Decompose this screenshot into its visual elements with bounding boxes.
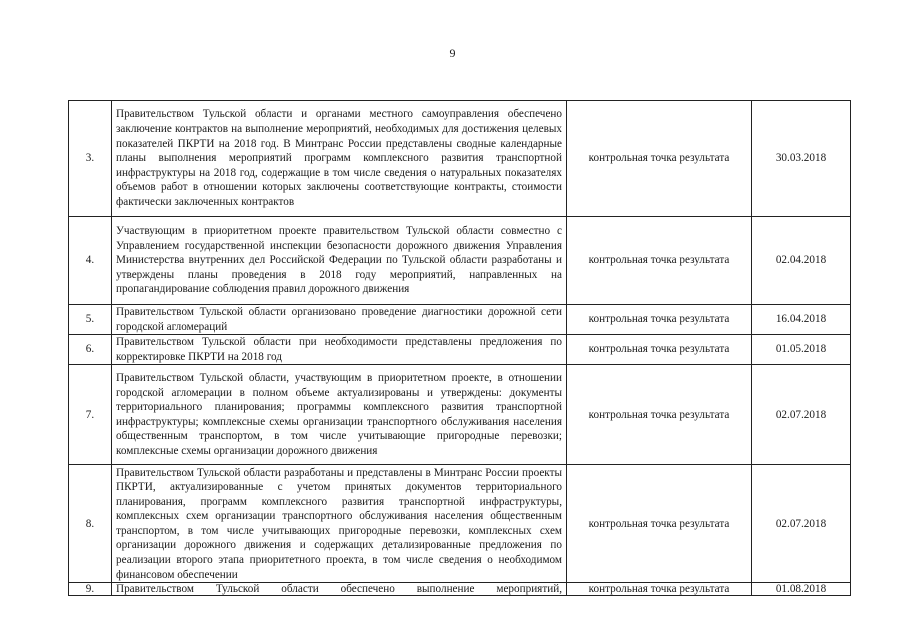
row-description: Правительством Тульской области и органами местного самоуправления обеспечено заключение контрактов на выполнение мероприятий, необходимых для достижения целевых показателей ПКРТИ на 2018 год. В Минтранс России представлены сводные календарные планы выполнения мероприятий программ комплексного развития транспортной инфраструктуры на 2018 год, содержащие в том числе сведения о натуральных показателях объемов работ в отношении которых заключены соответствующие контракты, стоимости фактически заключенных контрактов [112, 101, 567, 217]
row-type: контрольная точка результата [567, 217, 752, 305]
row-description: Правительством Тульской области разработаны и представлены в Минтранс России проекты ПКРТИ, актуализированные с учетом принятых документов территориального планирования, программ комплексного развития транспортной инфраструктуры, комплексных схем организации транспортного обслуживания населения общественным транспортом, в том числе учитывающих пригородные перевозки, комплексных схем организации дорожного движения и содержащих детализированные предложения по реализации второго этапа приоритетного проекта, в том числе сведения о необходимом финансовом обеспечении [112, 465, 567, 583]
row-description: Правительством Тульской области обеспечено выполнение мероприятий, [112, 583, 567, 596]
table-row [69, 217, 851, 305]
milestones-table [68, 100, 851, 596]
row-type: контрольная точка результата [567, 305, 752, 335]
row-number: 7. [69, 365, 112, 465]
page-number: 9 [449, 46, 456, 60]
row-date: 02.07.2018 [752, 465, 851, 583]
row-number: 5. [69, 305, 112, 335]
row-description: Участвующим в приоритетном проекте правительством Тульской области совместно с Управлением государственной инспекции безопасности дорожного движения Управления Министерства внутренних дел Российской Федерации по Тульской области разработаны и утверждены планы проведения в 2018 году мероприятий, направленных на пропагандирование соблюдения правил дорожного движения [112, 217, 567, 305]
row-date: 01.05.2018 [752, 335, 851, 365]
table-row [69, 365, 851, 465]
row-type: контрольная точка результата [567, 465, 752, 583]
table-row [69, 335, 851, 365]
table-row [69, 583, 851, 596]
table-row [69, 465, 851, 583]
row-number: 8. [69, 465, 112, 583]
row-type: контрольная точка результата [567, 335, 752, 365]
row-type: контрольная точка результата [567, 101, 752, 217]
row-type: контрольная точка результата [567, 583, 752, 596]
row-description: Правительством Тульской области организовано проведение диагностики дорожной сети городской агломераций [112, 305, 567, 335]
table-row [69, 101, 851, 217]
row-date: 02.04.2018 [752, 217, 851, 305]
row-number: 9. [69, 583, 112, 596]
row-description: Правительством Тульской области, участвующим в приоритетном проекте, в отношении городской агломерации в полном объеме актуализированы и утверждены: документы территориального планирования; программы комплексного развития транспортной инфраструктуры; комплексные схемы организации транспортного обслуживания населения общественным транспортом, в том числе учитывающие пригородные перевозки; комплексные схемы организации дорожного движения [112, 365, 567, 465]
row-number: 4. [69, 217, 112, 305]
row-number: 6. [69, 335, 112, 365]
row-description: Правительством Тульской области при необходимости представлены предложения по корректировке ПКРТИ на 2018 год [112, 335, 567, 365]
row-date: 02.07.2018 [752, 365, 851, 465]
row-date: 01.08.2018 [752, 583, 851, 596]
row-type: контрольная точка результата [567, 365, 752, 465]
row-number: 3. [69, 101, 112, 217]
row-date: 30.03.2018 [752, 101, 851, 217]
table-row [69, 305, 851, 335]
row-date: 16.04.2018 [752, 305, 851, 335]
